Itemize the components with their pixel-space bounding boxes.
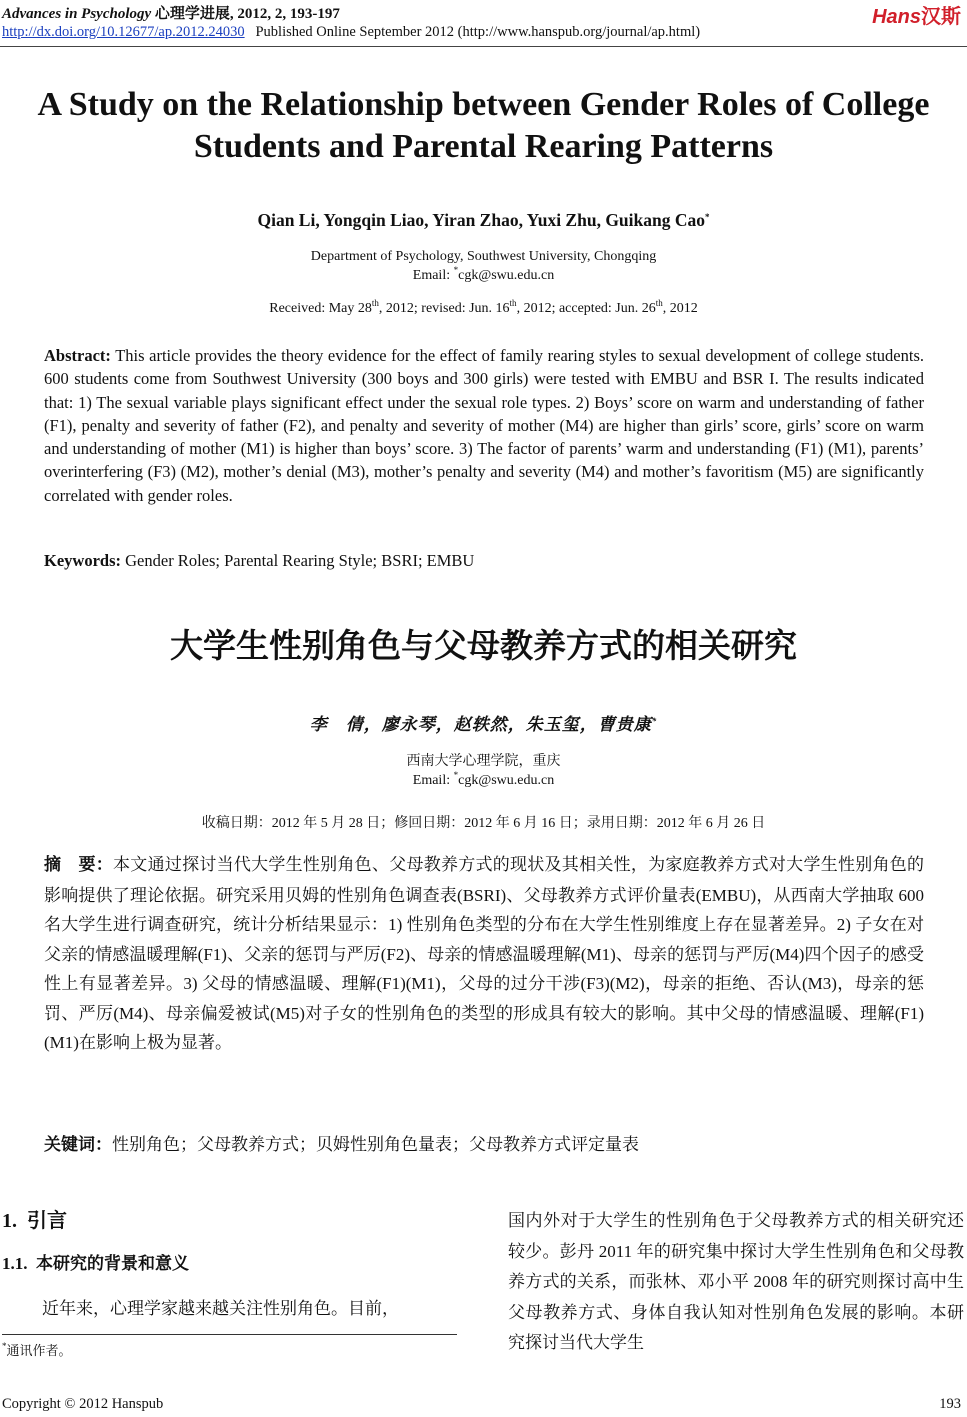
email-mark-cn: * [453, 770, 459, 780]
keywords-en [44, 551, 924, 571]
section-1-title: 引言 [27, 1208, 67, 1232]
body-paragraph-right: 国内外对于大学生的性别角色于父母教养方式的相关研究还较少。彭丹 2011 年的研究集中探讨大学生性别角色和父母教养方式的关系，而张林、邓小平 2008 年的研究则探讨高中生父母教养方式、身体自我认知对性别角色发展的影响。本研究探讨当代大学生 [508, 1211, 964, 1353]
keywords-en-text: Gender Roles; Parental Rearing Style; BSRI; EMBU [121, 551, 475, 570]
copyright: Copyright © 2012 Hanspub [2, 1396, 164, 1412]
footnote-mark: * [2, 1341, 7, 1351]
title-en: A Study on the Relationship between Gender Roles of College Students and Parental Rearing Patterns [37, 86, 930, 165]
abstract-cn-text: 本文通过探讨当代大学生性别角色、父母教养方式的现状及其相关性，为家庭教养方式对大学生性别角色的影响提供了理论依据。研究采用贝姆的性别角色调查表(BSRI)、父母教养方式评价量表(EMBU)，从西南大学抽取 600 名大学生进行调查研究，统计分析结果显示：1) 性别角色类型的分布在大学生性别维度上存在显著差异。2) 子女在对父亲的情感温暖理解(F1)、父亲的惩罚与严厉(F2)、母亲的情感温暖理解(M1)、母亲的惩罚与严厉(M4)四个因子的感受性上有显著差异。3) 父母的情感温暖、理解(F1)(M1)，父母的过分干涉(F3)(M2)，母亲的拒绝、否认(M3)，母亲的惩罚、严厉(M4)、母亲偏爱被试(M5)对子女的性别角色的类型的形成具有较大的影响。其中父母的情感温暖、理解(F1)(M1)在影响上极为显著。 [44, 855, 925, 1052]
journal-header [2, 2, 340, 23]
journal-name-cn: 心理学进展 [154, 6, 230, 22]
th-sup: th [509, 298, 517, 308]
doi-line [2, 24, 700, 41]
section-1-number: 1. [2, 1210, 17, 1232]
email-label-cn: Email: [412, 773, 454, 788]
logo-text-en: Hans [872, 6, 921, 28]
abstract-en-label: Abstract: [44, 346, 111, 365]
footnote-text: 通讯作者。 [6, 1343, 72, 1358]
journal-issue: , 2012, 2, 193-197 [229, 6, 340, 22]
authors-cn [0, 710, 967, 735]
header-rule [0, 46, 967, 47]
keywords-cn [44, 1130, 924, 1155]
title-cn: 大学生性别角色与父母教养方式的相关研究 [170, 626, 797, 665]
abstract-en [44, 344, 924, 507]
accepted-year: , 2012 [662, 301, 698, 316]
abstract-en-text: This article provides the theory evidence for the effect of family rearing styles to sexual development of college students. 600 students come from Southwest University (300 boys and 300 girls) were tested with EMBU and BSR I. The results indicated that: 1) The sexual variable plays significant effect under the sexual role types. 2) Boys’ score on warm and understanding of father (F1), penalty and severity of father (F2), and penalty and severity of mother (M4) are higher than girls’ score, girls’ score on warm and understanding of mother (M1) is higher than boys’ score. 3) The factor of parents’ warm and understanding (F1) (M1), parents’ overinterfering (F3) (M2), mother’s denial (M3), mother’s penalty and severity (M4) and mother’s favoritism (M5) are significantly correlated with gender roles. [44, 346, 924, 505]
th-sup: th [655, 298, 663, 308]
email-label: Email: [412, 268, 454, 283]
publisher-logo [872, 0, 961, 29]
page-number: 193 [939, 1396, 961, 1412]
email-line-en [0, 266, 967, 285]
keywords-en-label: Keywords: [44, 551, 121, 570]
email-address: cgk@swu.edu.cn [458, 268, 555, 283]
published-online: Published Online September 2012 (http://www.hanspub.org/journal/ap.html) [255, 24, 701, 40]
body-paragraph-left: 近年来，心理学家越来越关注性别角色。目前， [42, 1299, 399, 1318]
section-heading-1-1 [2, 1249, 452, 1274]
authors-cn-names: 李 倩，廖永琴，赵轶然，朱玉玺，曹贵康 [309, 715, 652, 734]
affiliation-cn-block [0, 752, 967, 790]
corresponding-mark-cn: * [651, 716, 658, 726]
keywords-cn-text: 性别角色；父母教养方式；贝姆性别角色量表；父母教养方式评定量表 [112, 1135, 639, 1154]
doi-link[interactable]: http://dx.doi.org/10.12677/ap.2012.24030 [2, 24, 245, 40]
footnote [2, 1340, 72, 1359]
authors-en-names: Qian Li, Yongqin Liao, Yiran Zhao, Yuxi Zhu, Guikang Cao [257, 210, 706, 230]
abstract-cn-label: 摘 要： [44, 855, 114, 875]
corresponding-mark: * [705, 212, 710, 222]
affiliation-en: Department of Psychology, Southwest University, Chongqing [310, 249, 657, 264]
abstract-cn [44, 850, 924, 1058]
keywords-cn-label: 关键词： [44, 1135, 112, 1155]
accepted-date: , 2012; accepted: Jun. 26 [516, 301, 656, 316]
th-sup: th [371, 298, 379, 308]
section-1-1-number: 1.1. [2, 1254, 28, 1273]
section-heading-1 [2, 1204, 452, 1233]
authors-en [0, 210, 967, 231]
dates-cn: 收稿日期：2012 年 5 月 28 日；修回日期：2012 年 6 月 16 日；录用日期：2012 年 6 月 26 日 [201, 816, 766, 831]
email-address-cn: cgk@swu.edu.cn [458, 773, 555, 788]
journal-name-en: Advances in Psychology [2, 6, 152, 22]
email-mark: * [453, 265, 459, 275]
section-1-1-title: 本研究的背景和意义 [36, 1254, 189, 1274]
logo-text-cn: 汉斯 [921, 6, 961, 28]
revised-date: , 2012; revised: Jun. 16 [378, 301, 510, 316]
affiliation-cn: 西南大学心理学院，重庆 [406, 754, 561, 769]
email-line-cn [0, 771, 967, 790]
dates-en [0, 298, 967, 317]
affiliation-en-block [0, 247, 967, 285]
footnote-rule [2, 1334, 457, 1335]
received-date: Received: May 28 [269, 301, 372, 316]
